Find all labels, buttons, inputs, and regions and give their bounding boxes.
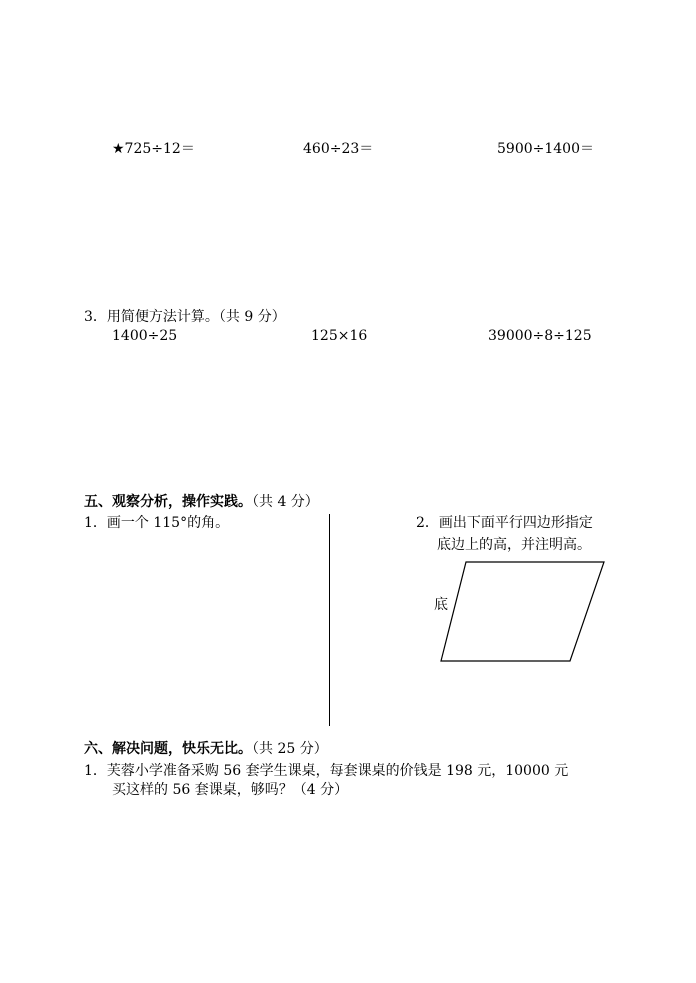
expr-125-times-16: 125×16 [311,328,368,344]
section5-q2-line2: 底边上的高，并注明高。 [437,537,591,553]
parallelogram-shape [441,562,604,661]
vertical-divider [329,514,330,726]
section5-q1: 1．画一个 115°的角。 [84,515,230,531]
expr-5900-div-1400: 5900÷1400＝ [497,141,594,157]
q3-heading: 3．用简便方法计算。（共 9 分） [84,309,286,325]
section5-points: （共 4 分） [252,494,319,510]
expr-725-div-12: ★725÷12＝ [112,141,195,157]
section6-points: （共 25 分） [252,741,328,757]
expr-1400-div-25: 1400÷25 [112,328,178,344]
section5-heading: 五、观察分析，操作实践。 [84,494,252,510]
expr-460-div-23: 460÷23＝ [303,141,374,157]
expr-39000-div-8-div-125: 39000÷8÷125 [488,328,592,344]
base-label: 底 [434,597,448,613]
section6-heading: 六、解决问题，快乐无比。 [84,741,252,757]
section5-title [84,494,319,510]
parallelogram-figure [436,558,608,666]
section5-q2-line1: 2．画出下面平行四边形指定 [416,515,593,531]
section6-q1-line2: 买这样的 56 套课桌，够吗？（4 分） [112,782,349,798]
section6-q1-line1: 1．芙蓉小学准备采购 56 套学生课桌，每套课桌的价钱是 198 元，10000 元 [84,763,569,779]
section6-title [84,741,328,757]
